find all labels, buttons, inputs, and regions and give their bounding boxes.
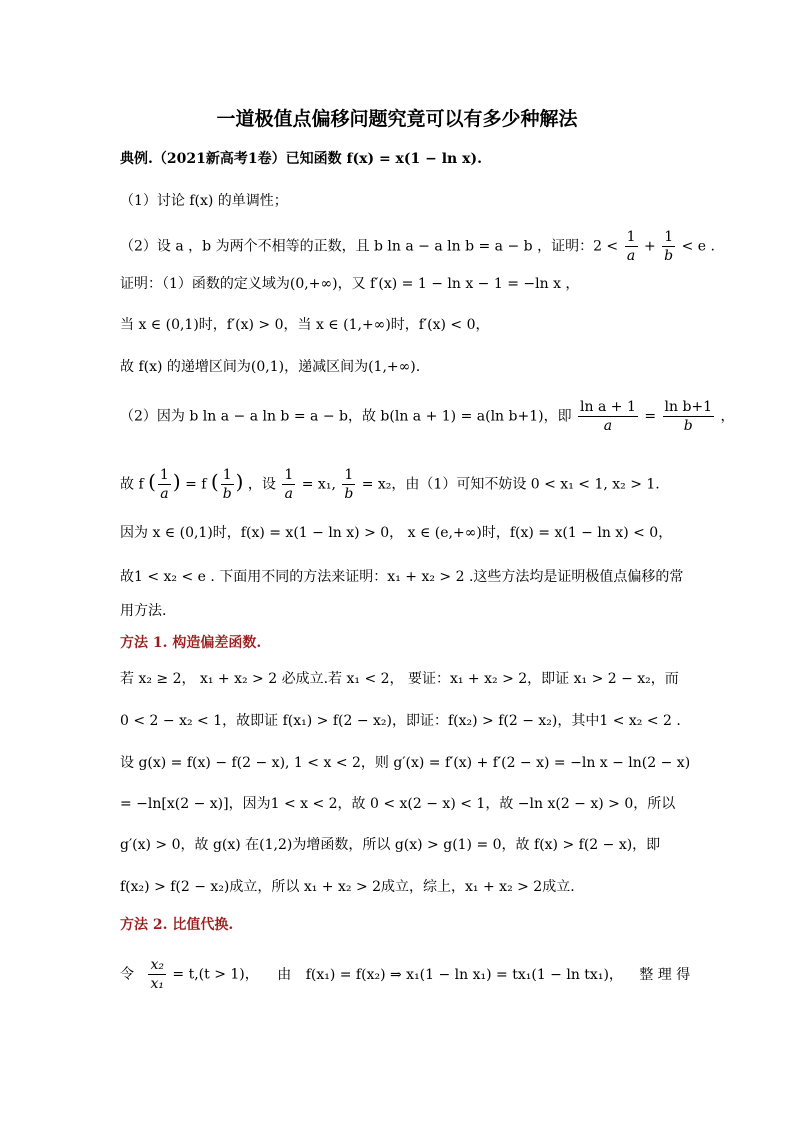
- fraction-denominator: x₁: [150, 976, 164, 992]
- fraction-denominator: b: [683, 418, 693, 434]
- proof-line-3: 故 f(x) 的递增区间为(0,1)，递减区间为(1,+∞).: [120, 359, 421, 375]
- fraction-numerator: 1: [626, 229, 636, 245]
- part-1-question: （1）讨论 f(x) 的单调性；: [120, 193, 288, 209]
- proof-line-4: [120, 398, 735, 435]
- proof-line-6: 因为 x ∈ (0,1)时，f(x) = x(1 − ln x) > 0， x ∈ (e,+∞)时，f(x) = x(1 − ln x) < 0，: [120, 525, 673, 541]
- fraction-1-over-b-sub: [342, 466, 355, 503]
- let-text: ，设: [247, 476, 276, 493]
- fraction-numerator: 1: [222, 467, 232, 483]
- fraction-numerator: 1: [284, 467, 294, 483]
- fraction-numerator: ln a + 1: [580, 399, 636, 415]
- example-statement: 典例.（2021新高考1卷）已知函数 f(x) = x(1 − ln x).: [120, 151, 482, 167]
- proof-line-4-text: （2）因为 b ln a − a ln b = a − b，故 b(ln a + 1) = a(ln b+1)，即: [120, 408, 572, 425]
- method-1-line-5: g′(x) > 0，故 g(x) 在(1,2)为增函数，所以 g(x) > g(1) = 0，故 f(x) > f(2 − x)，即: [120, 837, 661, 853]
- fraction-lnb: [663, 398, 715, 435]
- fraction-denominator: b: [344, 486, 354, 502]
- fraction-numerator: ln b+1: [664, 399, 713, 415]
- method-2-heading: 方法 2. 比值代换.: [120, 917, 234, 933]
- equals-x1: = x₁,: [301, 476, 336, 493]
- fraction-numerator: x₂: [150, 957, 164, 973]
- inequality-end: < e .: [681, 238, 715, 255]
- method-1-line-2: 0 < 2 − x₂ < 1，故即证 f(x₁) > f(2 − x₂)，即证：f(x₂) > f(2 − x₂)，其中1 < x₂ < 2 .: [120, 713, 681, 729]
- fraction-1-over-a: [625, 228, 638, 265]
- fraction-x2-over-x1: [148, 956, 166, 993]
- proof-line-7: 故1 < x₂ < e . 下面用不同的方法来证明：x₁ + x₂ > 2 .这些方法均是证明极值点偏移的常: [120, 569, 684, 585]
- fraction-denominator: b: [664, 248, 674, 264]
- proof-line-8: 用方法.: [120, 603, 167, 619]
- let-word: 令: [120, 966, 134, 983]
- proof-line-5: 故 f ( $\frac{1}{a}$ ) = f ( $\frac{1}{b}$ ) ，设 $\frac{1}{a}$ = x₁, $\frac{1}{b}$ = x₂，由（1）可知不妨设 0 < x₁ < 1, x₂ > 1.: [120, 467, 660, 502]
- method-1-heading: 方法 1. 构造偏差函数.: [120, 635, 262, 651]
- page-title: 一道极值点偏移问题究竟可以有多少种解法: [216, 108, 578, 130]
- fraction-numerator: 1: [664, 229, 674, 245]
- method-1-line-6: f(x₂) > f(2 − x₂)成立，所以 x₁ + x₂ > 2成立，综上，x₁ + x₂ > 2成立.: [120, 879, 575, 895]
- fraction-numerator: 1: [344, 467, 354, 483]
- part-2-text: （2）设 a ，b 为两个不相等的正数，且 b ln a − a ln b = a − b ，证明：2 <: [120, 238, 619, 255]
- fraction-numerator: 1: [159, 467, 169, 483]
- fraction-denominator: a: [160, 486, 169, 502]
- simplify-word: 整 理 得: [639, 966, 691, 983]
- method-1-line-4: = −ln[x(2 − x)]，因为1 < x < 2，故 0 < x(2 − x) < 1，故 −ln x(2 − x) > 0，所以: [120, 796, 676, 812]
- equals-sign: =: [644, 408, 657, 425]
- fraction-1-over-b-arg: [221, 466, 234, 503]
- fraction-denominator: b: [222, 486, 232, 502]
- equals-f: = f: [185, 476, 207, 493]
- fraction-denominator: a: [603, 418, 613, 434]
- plus-sign: +: [644, 238, 656, 255]
- equation-substitution: f(x₁) = f(x₂) ⇒ x₁(1 − ln x₁) = tx₁(1 − ln tx₁)，: [305, 966, 623, 983]
- fraction-1-over-b: [662, 228, 675, 265]
- part-2-question: [120, 228, 715, 265]
- method-1-line-1: 若 x₂ ≥ 2， x₁ + x₂ > 2 必成立.若 x₁ < 2， 要证：x₁ + x₂ > 2，即证 x₁ > 2 − x₂，而: [120, 671, 679, 687]
- fraction-denominator: a: [284, 486, 294, 502]
- by-word: 由: [277, 966, 292, 983]
- proof-line-2: 当 x ∈ (0,1)时，f′(x) > 0，当 x ∈ (1,+∞)时，f′(x) < 0，: [120, 317, 490, 333]
- fraction-1-over-a-arg: [158, 466, 171, 503]
- fraction-1-over-a-sub: [282, 466, 295, 503]
- proof-line-5-end: = x₂，由（1）可知不妨设 0 < x₁ < 1, x₂ > 1.: [361, 476, 660, 493]
- proof-line-1: 证明：（1）函数的定义域为(0,+∞)，又 f′(x) = 1 − ln x − 1 = −ln x ，: [120, 276, 580, 292]
- ratio-definition: = t,(t > 1)，: [172, 966, 259, 983]
- method-1-line-3: 设 g(x) = f(x) − f(2 − x), 1 < x < 2，则 g′(x) = f′(x) + f′(2 − x) = −ln x − ln(2 − x): [120, 755, 691, 771]
- proof-line-5-start: 故 f: [120, 476, 144, 493]
- fraction-denominator: a: [626, 248, 636, 264]
- method-2-line-1: [120, 956, 691, 993]
- comma: ，: [720, 408, 735, 425]
- fraction-lna: [578, 398, 638, 435]
